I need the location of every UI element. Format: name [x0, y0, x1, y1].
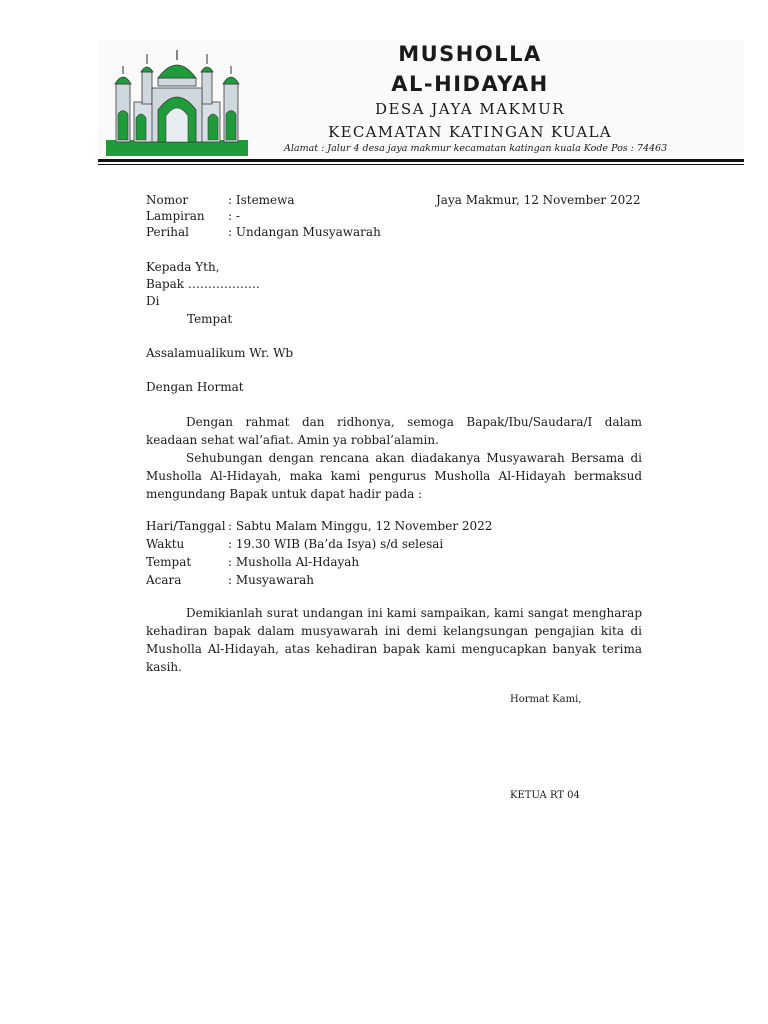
event-value-agenda: : Musyawarah	[228, 573, 315, 587]
addressee-line1: Kepada Yth,	[146, 260, 220, 274]
field-label-perihal: Perihal	[146, 225, 189, 239]
event-label-agenda: Acara	[146, 573, 182, 587]
event-label-place: Tempat	[146, 555, 192, 569]
field-label-nomor: Nomor	[146, 193, 189, 207]
letterhead-rule-thick	[98, 159, 744, 162]
letterhead-rule-thin	[98, 164, 744, 165]
signature-closing: Hormat Kami,	[510, 694, 582, 705]
greeting: Assalamualikum Wr. Wb	[146, 346, 294, 360]
addressee-line2: Bapak ………………	[146, 277, 260, 291]
field-value-perihal: : Undangan Musyawarah	[228, 225, 381, 239]
letterhead-title-line2: AL-HIDAYAH	[391, 72, 549, 96]
field-label-lampiran: Lampiran	[146, 209, 205, 223]
event-label-time: Waktu	[146, 537, 185, 551]
field-value-nomor: : Istemewa	[228, 193, 295, 207]
paragraph-1: Dengan rahmat dan ridhonya, semoga Bapak/Ibu/Saudara/I dalam keadaan sehat wal’afiat. Amin ya robbal’alamin.	[146, 415, 642, 447]
letterhead-title-line1: MUSHOLLA	[398, 42, 542, 66]
field-value-lampiran: : -	[228, 209, 240, 223]
addressee-line4: Tempat	[187, 312, 233, 326]
closing-paragraph: Demikianlah surat undangan ini kami sampaikan, kami sangat mengharap kehadiran bapak dalam musyawarah ini demi kelangsungan pengajian kita di Musholla Al-Hidayah, atas kehadiran bapak kami mengucapkan banyak terima kasih.	[146, 606, 642, 674]
letterhead-district: KECAMATAN KATINGAN KUALA	[328, 123, 612, 141]
addressee-line3: Di	[146, 294, 160, 308]
event-value-place: : Musholla Al-Hdayah	[228, 555, 360, 569]
letterhead-village: DESA JAYA MAKMUR	[374, 100, 566, 118]
event-value-time: : 19.30 WIB (Ba’da Isya) s/d selesai	[228, 537, 444, 551]
event-value-date: : Sabtu Malam Minggu, 12 November 2022	[228, 519, 493, 533]
paragraph-2: Sehubungan dengan rencana akan diadakanya Musyawarah Bersama di Musholla Al-Hidayah, maka kami pengurus Musholla Al-Hidayah bermaksud mengundang Bapak untuk dapat hadir pada :	[146, 451, 642, 501]
place-date: Jaya Makmur, 12 November 2022	[436, 193, 641, 207]
event-label-date: Hari/Tanggal	[146, 519, 226, 533]
mosque-logo	[106, 44, 248, 156]
salutation: Dengan Hormat	[146, 380, 244, 394]
signature-position: KETUA RT 04	[510, 790, 580, 801]
letterhead-address: Alamat : Jalur 4 desa jaya makmur kecamatan katingan kuala Kode Pos : 74463	[284, 143, 668, 154]
